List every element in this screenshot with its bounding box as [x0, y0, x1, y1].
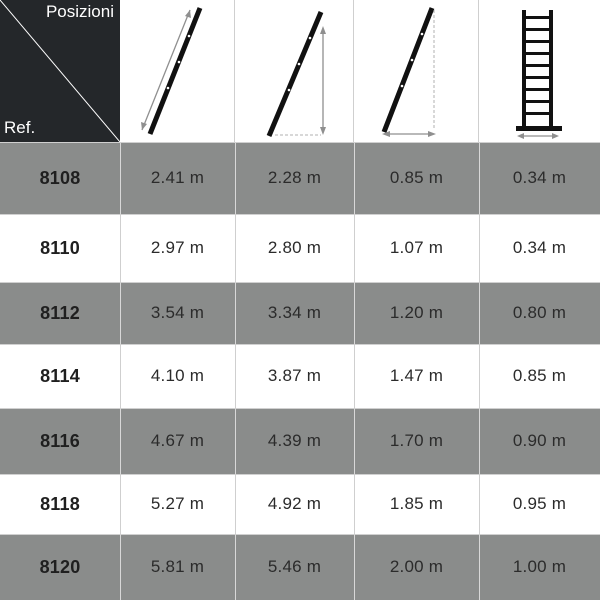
horizontal-base-icon [354, 0, 479, 142]
table-row [0, 282, 600, 344]
ref-label: Ref. [4, 118, 36, 137]
length-cell: 4.10 m [150, 366, 205, 385]
height-cell: 5.46 m [267, 557, 322, 576]
ref-cell: 8120 [39, 556, 81, 577]
base-cell: 1.70 m [389, 431, 444, 450]
table-row [0, 344, 600, 408]
base-cell: 2.00 m [389, 557, 444, 576]
ref-cell: 8116 [40, 430, 80, 451]
ladder-width-icon [479, 0, 600, 142]
vertical-height-icon [235, 0, 354, 142]
header-corner [0, 0, 120, 142]
width-cell: 0.90 m [512, 431, 567, 450]
table-row [0, 534, 600, 600]
width-cell: 0.34 m [512, 238, 567, 257]
length-cell: 2.97 m [150, 238, 205, 257]
ref-cell: 8114 [40, 365, 80, 386]
ref-cell: 8118 [40, 493, 80, 514]
table-row [0, 408, 600, 474]
width-cell: 0.34 m [512, 168, 567, 187]
length-cell: 3.54 m [150, 303, 205, 322]
base-cell: 1.07 m [389, 238, 444, 257]
width-cell: 0.80 m [512, 303, 567, 322]
ref-cell: 8112 [40, 302, 80, 323]
height-cell: 4.39 m [267, 431, 322, 450]
length-cell: 2.41 m [150, 168, 205, 187]
base-cell: 1.85 m [389, 494, 444, 513]
height-cell: 2.28 m [267, 168, 322, 187]
length-cell: 5.27 m [150, 494, 205, 513]
length-cell: 4.67 m [150, 431, 205, 450]
length-cell: 5.81 m [150, 557, 205, 576]
base-cell: 1.47 m [389, 366, 444, 385]
ref-cell: 8108 [39, 167, 81, 188]
ladder-length-icon [120, 0, 235, 142]
table-row [0, 142, 600, 214]
positions-label: Posizioni [45, 2, 114, 21]
height-cell: 3.34 m [267, 303, 322, 322]
table-row [0, 214, 600, 282]
width-cell: 0.85 m [512, 366, 567, 385]
base-cell: 1.20 m [389, 303, 444, 322]
width-cell: 1.00 m [512, 557, 567, 576]
ref-cell: 8110 [40, 237, 80, 258]
height-cell: 3.87 m [267, 366, 322, 385]
height-cell: 4.92 m [267, 494, 322, 513]
height-cell: 2.80 m [267, 238, 322, 257]
base-cell: 0.85 m [389, 168, 444, 187]
width-cell: 0.95 m [512, 494, 567, 513]
table-row [0, 474, 600, 534]
